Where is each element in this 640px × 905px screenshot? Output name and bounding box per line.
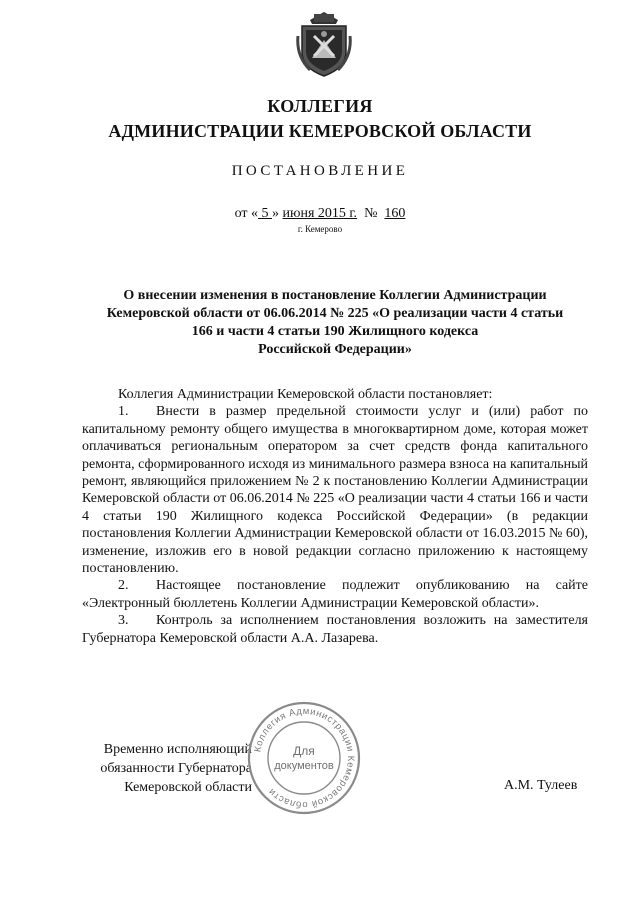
date-prefix: от « — [234, 206, 259, 221]
signatory-position — [82, 740, 252, 797]
item-text: Настоящее постановление подлежит опубликованию на сайте «Электронный бюллетень Коллегии Администрации Кемеровской области». — [82, 578, 588, 611]
body-item — [82, 612, 588, 647]
signatory-position-line: обязанности Губернатора — [100, 761, 252, 776]
body-item — [82, 577, 588, 612]
item-number: 3. — [118, 613, 129, 629]
date-month-year: июня 2015 г. — [282, 206, 358, 221]
document-body — [82, 386, 588, 647]
stamp-center-line2: документов — [274, 760, 334, 772]
date-close-quote: » — [272, 206, 280, 221]
signatory-name: А.М. Тулеев — [504, 778, 578, 793]
item-text: Контроль за исполнением постановления возложить на заместителя Губернатора Кемеровской области А.А. Лазарева. — [82, 613, 588, 646]
date-day: 5 — [261, 206, 269, 221]
item-number: 1. — [118, 404, 129, 420]
city-label: г. Кемерово — [297, 224, 343, 234]
title-line: О внесении изменения в постановление Коллегии Администрации — [123, 288, 547, 303]
document-title — [90, 287, 580, 359]
document-number: 160 — [384, 206, 406, 221]
signatory-position-line: Временно исполняющий — [103, 742, 252, 757]
body-intro: Коллегия Администрации Кемеровской области постановляет: — [118, 387, 493, 402]
official-stamp — [246, 700, 362, 816]
number-sign: № — [364, 206, 378, 221]
item-number: 2. — [118, 578, 129, 594]
signatory-position-line: Кемеровской области — [124, 780, 252, 795]
document-type: ПОСТАНОВЛЕНИЕ — [231, 163, 409, 179]
date-line — [0, 206, 640, 222]
title-line: Российской Федерации» — [258, 342, 412, 357]
body-item — [82, 403, 588, 577]
kemerovo-coat-of-arms-icon — [296, 6, 352, 78]
organization-name-line1: КОЛЛЕГИЯ — [267, 96, 373, 116]
title-line: Кемеровской области от 06.06.2014 № 225 «О реализации части 4 статьи — [106, 306, 564, 321]
organization-name-line2: АДМИНИСТРАЦИИ КЕМЕРОВСКОЙ ОБЛАСТИ — [108, 121, 532, 141]
stamp-center-line1: Для — [293, 744, 315, 758]
stamp-ring-text: Коллегия Администрации Кемеровской области — [252, 705, 357, 811]
title-line: 166 и части 4 статьи 190 Жилищного кодекса — [191, 324, 479, 339]
item-text: Внести в размер предельной стоимости услуг и (или) работ по капитальному ремонту общего имущества в многоквартирном доме, которая может оплачиваться региональным оператором за счет средств фонда капитального ремонта, сформированного исходя из минимального размера взноса на капитальный ремонт, являющийся приложением № 2 к постановлению Коллегии Администрации Кемеровской области от 06.06.2014 № 225 «О реализации части 4 статьи 166 и части 4 статьи 190 Жилищного кодекса Российской Федерации» (в редакции постановления Коллегии Администрации Кемеровской области от 16.03.2015 № 60), изменение, изложив его в новой редакции согласно приложению к настоящему постановлению. — [82, 404, 588, 577]
